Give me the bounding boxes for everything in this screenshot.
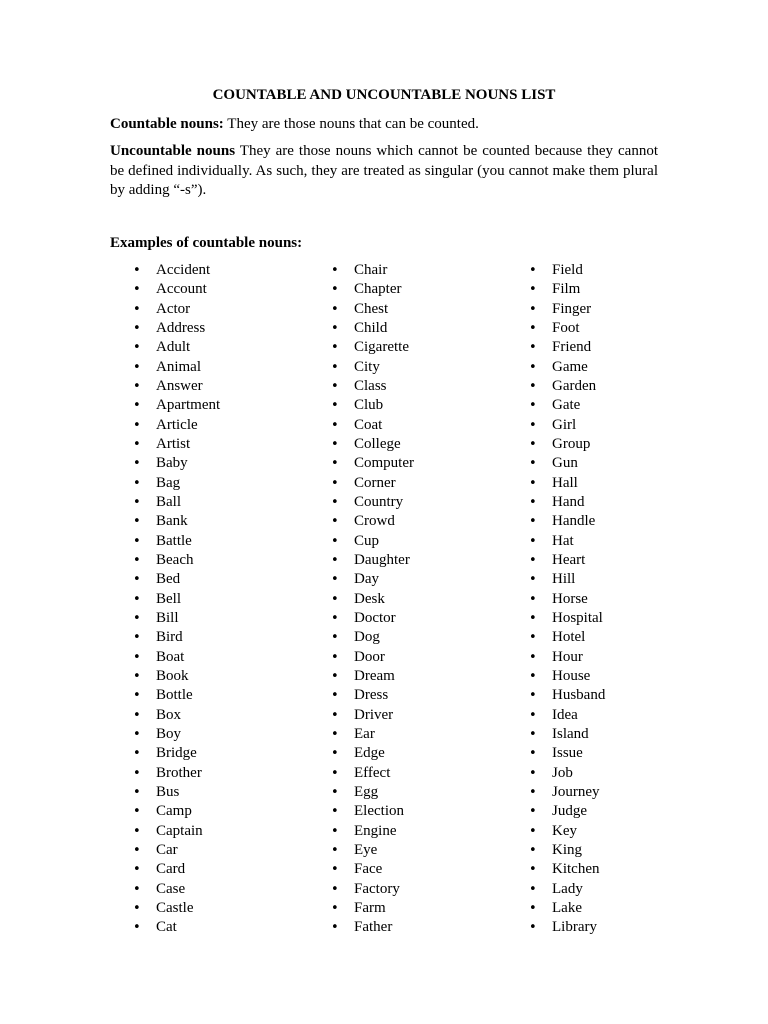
noun-list-item: • Engine [328,822,414,841]
noun-list-item: • Book [130,667,220,686]
noun-list-item: • Account [130,280,220,299]
noun-list-item: • Group [526,435,605,454]
noun-list-item: • Card [130,860,220,879]
noun-list-item: • Hall [526,474,605,493]
page-title: COUNTABLE AND UNCOUNTABLE NOUNS LIST [212,87,556,103]
noun-list-item: • Factory [328,880,414,899]
noun-list-item: • Library [526,918,605,937]
noun-list-item: • Lake [526,899,605,918]
noun-list-item: • Edge [328,744,414,763]
countable-term: Countable nouns: [110,116,224,132]
noun-list-item: • Article [130,416,220,435]
noun-list-item: • Lady [526,880,605,899]
noun-list-item: • Kitchen [526,860,605,879]
noun-list-item: • Egg [328,783,414,802]
noun-list-item: • Camp [130,802,220,821]
noun-list-item: • Film [526,280,605,299]
noun-list-item: • Ear [328,725,414,744]
noun-list-item: • Judge [526,802,605,821]
noun-list-item: • Hotel [526,628,605,647]
noun-list-item: • Hour [526,648,605,667]
noun-list-item: • Crowd [328,512,414,531]
noun-list-item: • Door [328,648,414,667]
noun-column-3 [526,261,605,937]
noun-list-item: • Beach [130,551,220,570]
noun-list-item: • Bag [130,474,220,493]
noun-list-item: • Farm [328,899,414,918]
noun-list-item: • Game [526,358,605,377]
examples-heading: Examples of countable nouns: [110,235,303,251]
noun-list-item: • Baby [130,454,220,473]
noun-list-item: • Husband [526,686,605,705]
noun-list-item: • Girl [526,416,605,435]
noun-list-item: • Class [328,377,414,396]
noun-list-item: • Day [328,570,414,589]
noun-list-item: • Accident [130,261,220,280]
noun-list-item: • Bird [130,628,220,647]
noun-list-item: • Hat [526,532,605,551]
noun-list-item: • Hospital [526,609,605,628]
noun-list-item: • Battle [130,532,220,551]
noun-list-item: • Island [526,725,605,744]
noun-list-item: • Foot [526,319,605,338]
noun-list-item: • Dog [328,628,414,647]
noun-list-item: • Apartment [130,396,220,415]
noun-list-item: • Idea [526,706,605,725]
noun-list-item: • Bell [130,590,220,609]
countable-definition-paragraph [110,115,658,135]
noun-list-item: • Handle [526,512,605,531]
noun-list-item: • House [526,667,605,686]
noun-list-item: • Garden [526,377,605,396]
noun-list-item: • Field [526,261,605,280]
noun-list-item: • Animal [130,358,220,377]
noun-list-item: • Effect [328,764,414,783]
uncountable-definition-text: They are those nouns which cannot be counted because they cannot be defined individually. As such, they are treated as singular (you cannot make them plural by adding “-s”). [110,143,658,198]
uncountable-definition-paragraph [110,142,658,201]
noun-list-item: • Key [526,822,605,841]
noun-list-item: • Friend [526,338,605,357]
noun-list-item: • Bridge [130,744,220,763]
noun-list-item: • Boy [130,725,220,744]
noun-list-item: • Corner [328,474,414,493]
noun-list-item: • Desk [328,590,414,609]
noun-column-2 [328,261,414,937]
noun-list-item: • Bus [130,783,220,802]
noun-list-item: • Brother [130,764,220,783]
noun-list-item: • Hand [526,493,605,512]
noun-list-item: • Election [328,802,414,821]
noun-list-item: • Horse [526,590,605,609]
noun-list-item: • Adult [130,338,220,357]
noun-list-item: • Car [130,841,220,860]
noun-list-item: • Bed [130,570,220,589]
noun-list-item: • Chair [328,261,414,280]
noun-list-item: • Chapter [328,280,414,299]
noun-list-item: • Doctor [328,609,414,628]
noun-list-item: • Case [130,880,220,899]
noun-list-item: • Face [328,860,414,879]
noun-list-item: • Cat [130,918,220,937]
noun-list-item: • King [526,841,605,860]
noun-list-item: • Castle [130,899,220,918]
noun-list-item: • Eye [328,841,414,860]
noun-list-item: • Dress [328,686,414,705]
noun-list-item: • Address [130,319,220,338]
noun-list-item: • Dream [328,667,414,686]
noun-list-item: • Heart [526,551,605,570]
noun-list-item: • Bank [130,512,220,531]
noun-list-item: • Chest [328,300,414,319]
noun-list-item: • Cup [328,532,414,551]
noun-list-item: • Club [328,396,414,415]
noun-list-item: • Captain [130,822,220,841]
uncountable-term: Uncountable nouns [110,143,236,159]
noun-list-item: • Box [130,706,220,725]
noun-list-item: • Child [328,319,414,338]
noun-list-item: • Issue [526,744,605,763]
countable-definition-text: They are those nouns that can be counted. [223,116,479,132]
noun-list-item: • Ball [130,493,220,512]
noun-list-item: • Gun [526,454,605,473]
noun-list-item: • Father [328,918,414,937]
noun-list-item: • Coat [328,416,414,435]
noun-list-item: • Answer [130,377,220,396]
noun-list-item: • Hill [526,570,605,589]
noun-list-item: • Actor [130,300,220,319]
noun-list-item: • Gate [526,396,605,415]
noun-list-item: • College [328,435,414,454]
noun-list-item: • Job [526,764,605,783]
noun-list-item: • Driver [328,706,414,725]
noun-list-item: • Bill [130,609,220,628]
noun-list-item: • Country [328,493,414,512]
noun-list-item: • Artist [130,435,220,454]
noun-list-item: • Bottle [130,686,220,705]
noun-list-item: • Computer [328,454,414,473]
noun-list-item: • Journey [526,783,605,802]
noun-list-item: • Finger [526,300,605,319]
noun-column-1 [130,261,220,937]
noun-list-item: • Cigarette [328,338,414,357]
noun-list-item: • City [328,358,414,377]
noun-list-item: • Boat [130,648,220,667]
noun-list-item: • Daughter [328,551,414,570]
